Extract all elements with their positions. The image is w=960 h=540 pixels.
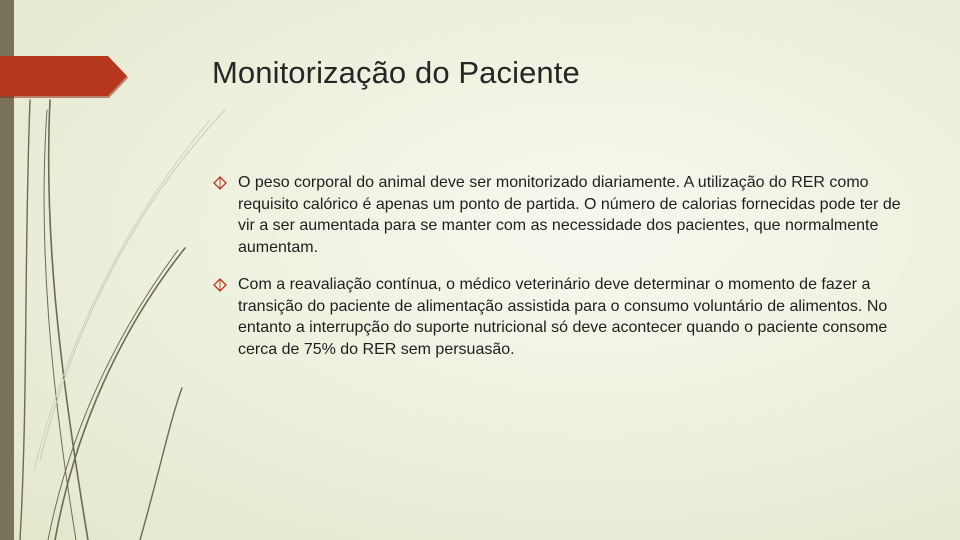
bullet-list xyxy=(212,172,912,376)
title-accent-tab xyxy=(0,56,130,98)
bullet-text: O peso corporal do animal deve ser monitorizado diariamente. A utilização do RER como requisito calórico é apenas um ponto de partida. O número de calorias fornecidas pode ter de vir a ser aumentada para se manter com as necessidade dos pacientes, que normalmente aumentam. xyxy=(238,174,901,256)
slide-title: Monitorização do Paciente xyxy=(212,55,580,90)
bullet-text: Com a reavaliação contínua, o médico veterinário deve determinar o momento de fazer a transição do paciente de alimentação assistida para o consumo voluntário de alimentos. No entanto a interrupção do suporte nutricional só deve acontecer quando o paciente consome cerca de 75% do RER sem persuasão. xyxy=(238,276,888,358)
diamond-outline-icon xyxy=(213,176,227,190)
bullet-item xyxy=(212,172,912,258)
diamond-outline-icon xyxy=(213,278,227,292)
bullet-item xyxy=(212,274,912,360)
